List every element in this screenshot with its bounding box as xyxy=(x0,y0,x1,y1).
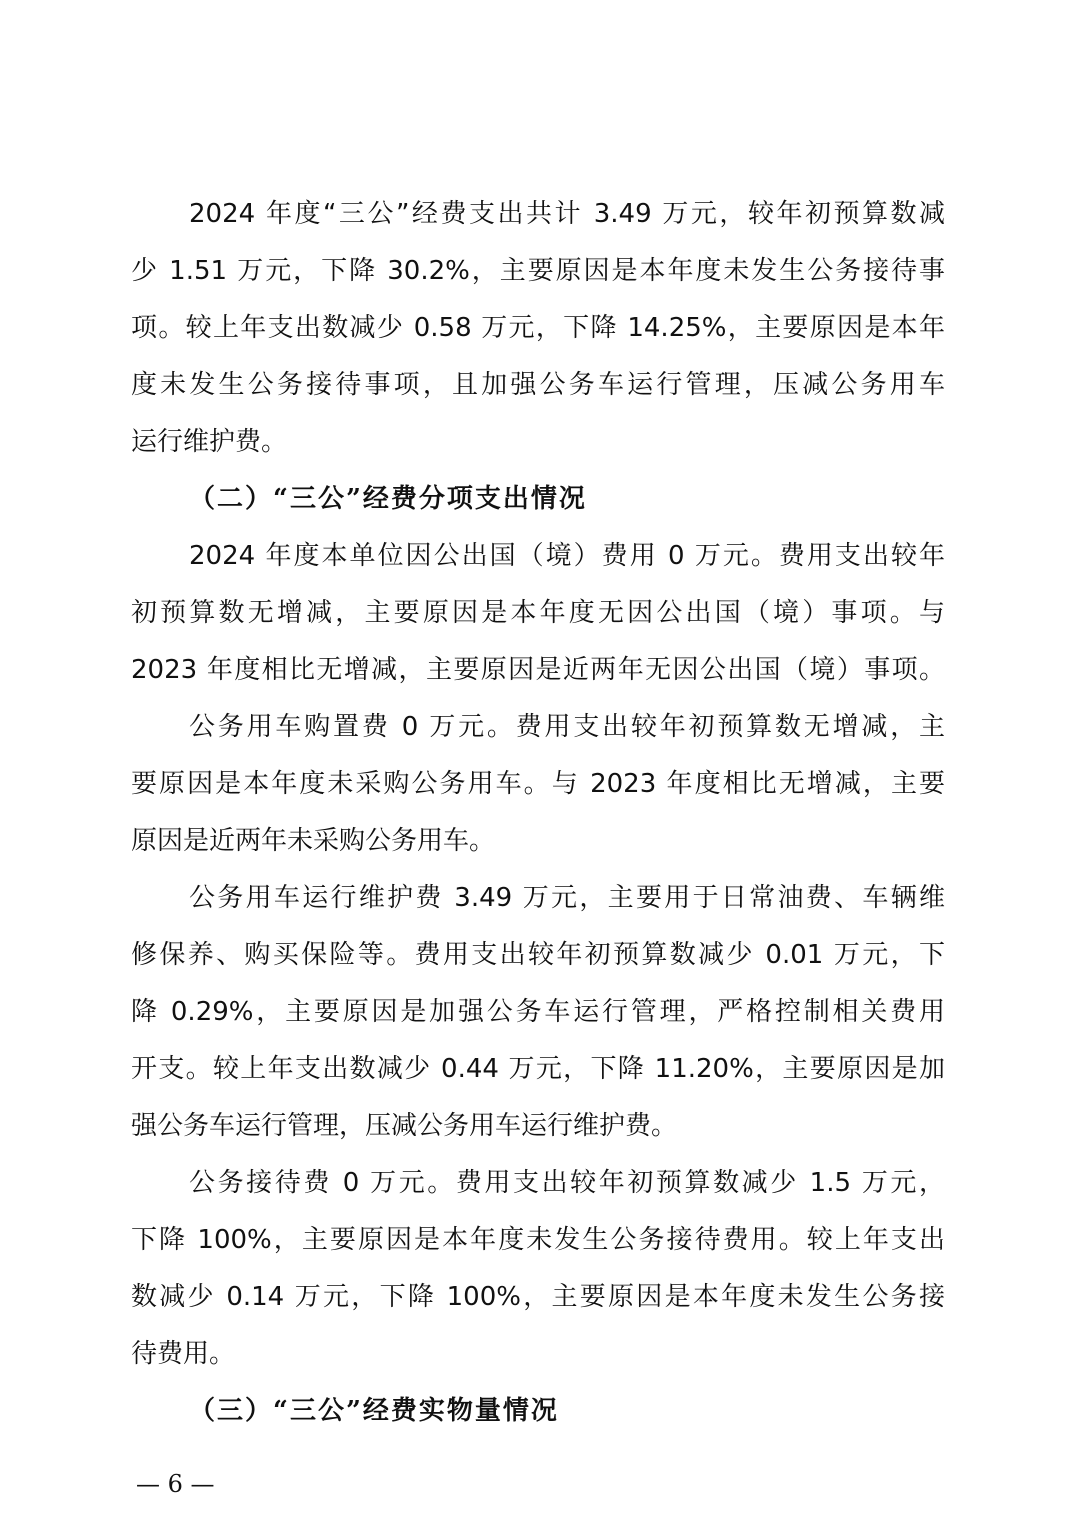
paragraph-total-expenditure xyxy=(131,186,945,471)
text-line: 2023 年度相比无增减，主要原因是近两年无因公出国（境）事项。 xyxy=(131,655,945,685)
text-line: 原因是近两年未采购公务用车。 xyxy=(131,826,496,856)
paragraph-vehicle-purchase xyxy=(131,699,945,870)
document-body xyxy=(131,186,945,1440)
text-line: 下降 100%，主要原因是本年度未发生公务接待费用。较上年支出 xyxy=(131,1225,945,1255)
paragraph-vehicle-maintenance xyxy=(131,870,945,1155)
text-line: 公务接待费 0 万元。费用支出较年初预算数减少 1.5 万元， xyxy=(189,1168,945,1198)
section-heading-physical-quantity: （三）“三公”经费实物量情况 xyxy=(189,1396,559,1426)
text-line: 公务用车运行维护费 3.49 万元，主要用于日常油费、车辆维 xyxy=(189,883,945,913)
text-line: 运行维护费。 xyxy=(131,427,288,457)
text-line: 数减少 0.14 万元，下降 100%，主要原因是本年度未发生公务接 xyxy=(131,1282,945,1312)
page-number: — 6 — xyxy=(136,1470,215,1498)
text-line: 项。较上年支出数减少 0.58 万元，下降 14.25%，主要原因是本年 xyxy=(131,313,945,343)
text-line: 公务用车购置费 0 万元。费用支出较年初预算数无增减，主 xyxy=(189,712,945,742)
text-line: 修保养、购买保险等。费用支出较年初预算数减少 0.01 万元，下 xyxy=(131,940,945,970)
text-line: 度未发生公务接待事项，且加强公务车运行管理，压减公务用车 xyxy=(131,370,945,400)
text-line: 2024 年度“三公”经费支出共计 3.49 万元，较年初预算数减 xyxy=(189,199,945,229)
text-line: 要原因是本年度未采购公务用车。与 2023 年度相比无增减，主要 xyxy=(131,769,945,799)
paragraph-overseas-travel xyxy=(131,528,945,699)
text-line: 强公务车运行管理，压减公务用车运行维护费。 xyxy=(131,1111,678,1141)
section-heading-itemized-expenditure: （二）“三公”经费分项支出情况 xyxy=(189,484,587,514)
text-line: 待费用。 xyxy=(131,1339,236,1369)
text-line: 开支。较上年支出数减少 0.44 万元，下降 11.20%，主要原因是加 xyxy=(131,1054,945,1084)
text-line: 降 0.29%，主要原因是加强公务车运行管理，严格控制相关费用 xyxy=(131,997,945,1027)
text-line: 初预算数无增减，主要原因是本年度无因公出国（境）事项。与 xyxy=(131,598,945,628)
paragraph-official-reception xyxy=(131,1155,945,1383)
text-line: 2024 年度本单位因公出国（境）费用 0 万元。费用支出较年 xyxy=(189,541,945,571)
text-line: 少 1.51 万元，下降 30.2%，主要原因是本年度未发生公务接待事 xyxy=(131,256,945,286)
